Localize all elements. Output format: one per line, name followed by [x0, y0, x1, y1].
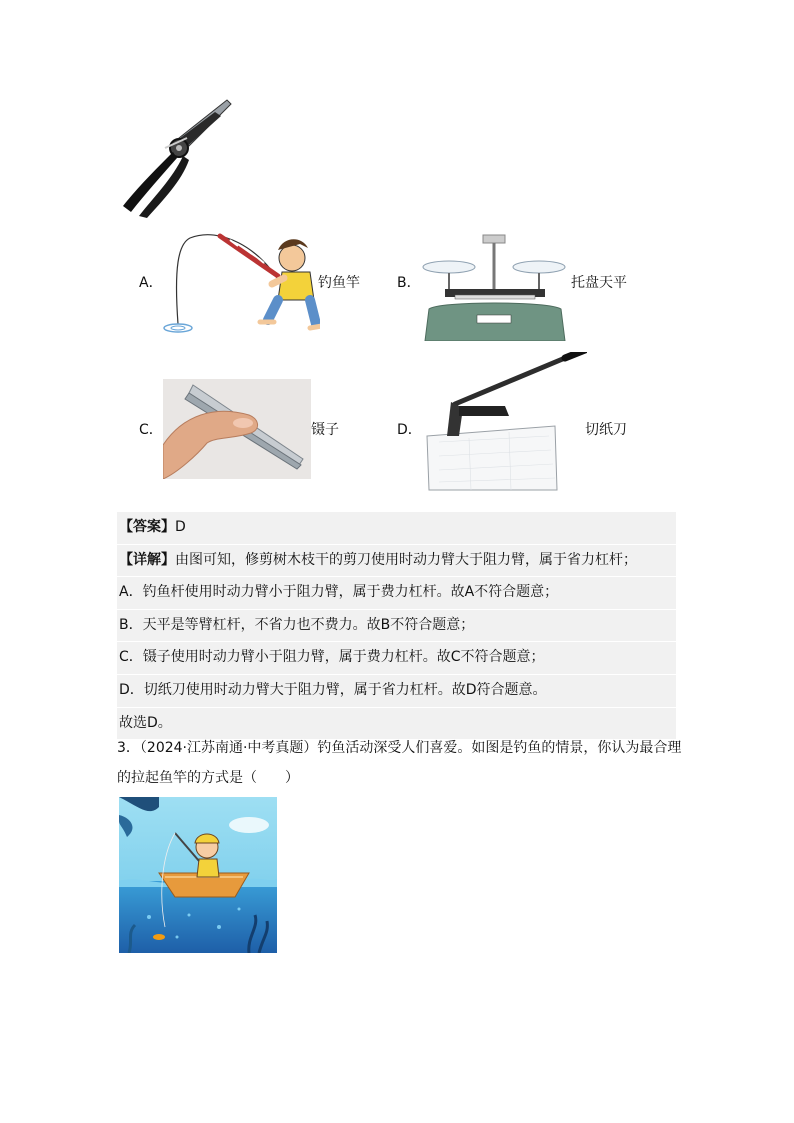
final-choice: 故选D。 [117, 708, 676, 741]
option-c-letter: C． [139, 422, 163, 438]
option-b-label: 托盘天平 [571, 275, 627, 291]
option-b-letter: B． [397, 275, 421, 291]
detail-option-c: C．镊子使用时动力臂小于阻力臂，属于费力杠杆。故C不符合题意； [117, 642, 676, 675]
answer-line [117, 512, 676, 545]
paper-cutter-image [419, 352, 587, 494]
option-a-label: 钓鱼竿 [318, 275, 360, 291]
answer-value: D [175, 519, 186, 535]
question-3-line-1: 3．（2024·江苏南通·中考真题）钓鱼活动深受人们喜爱。如图是钓鱼的情景，你认为最合理 [117, 740, 682, 756]
detail-tag: 【详解】 [119, 551, 175, 568]
detail-option-b: B．天平是等臂杠杆，不省力也不费力。故B不符合题意； [117, 610, 676, 643]
fishing-rod-cartoon-image [160, 228, 320, 336]
detail-line [117, 545, 676, 578]
detail-intro: 由图可知，修剪树木枝干的剪刀使用时动力臂大于阻力臂，属于省力杠杆； [175, 551, 637, 568]
option-c-label: 镊子 [311, 422, 339, 438]
detail-option-a: A．钓鱼杆使用时动力臂小于阻力臂，属于费力杠杆。故A不符合题意； [117, 577, 676, 610]
answer-tag: 【答案】 [119, 519, 175, 535]
tray-balance-image [419, 233, 571, 341]
answer-block [117, 512, 676, 740]
tweezers-photo-image [163, 379, 311, 479]
question-3-line-2: 的拉起鱼竿的方式是（ ） [117, 770, 299, 786]
option-a-letter: A． [139, 275, 163, 291]
option-d-letter: D． [397, 422, 422, 438]
pruning-shears-image [117, 98, 235, 218]
boy-fishing-illustration [119, 797, 277, 953]
option-d-label: 切纸刀 [585, 422, 627, 438]
detail-option-d: D．切纸刀使用时动力臂大于阻力臂，属于省力杠杆。故D符合题意。 [117, 675, 676, 708]
